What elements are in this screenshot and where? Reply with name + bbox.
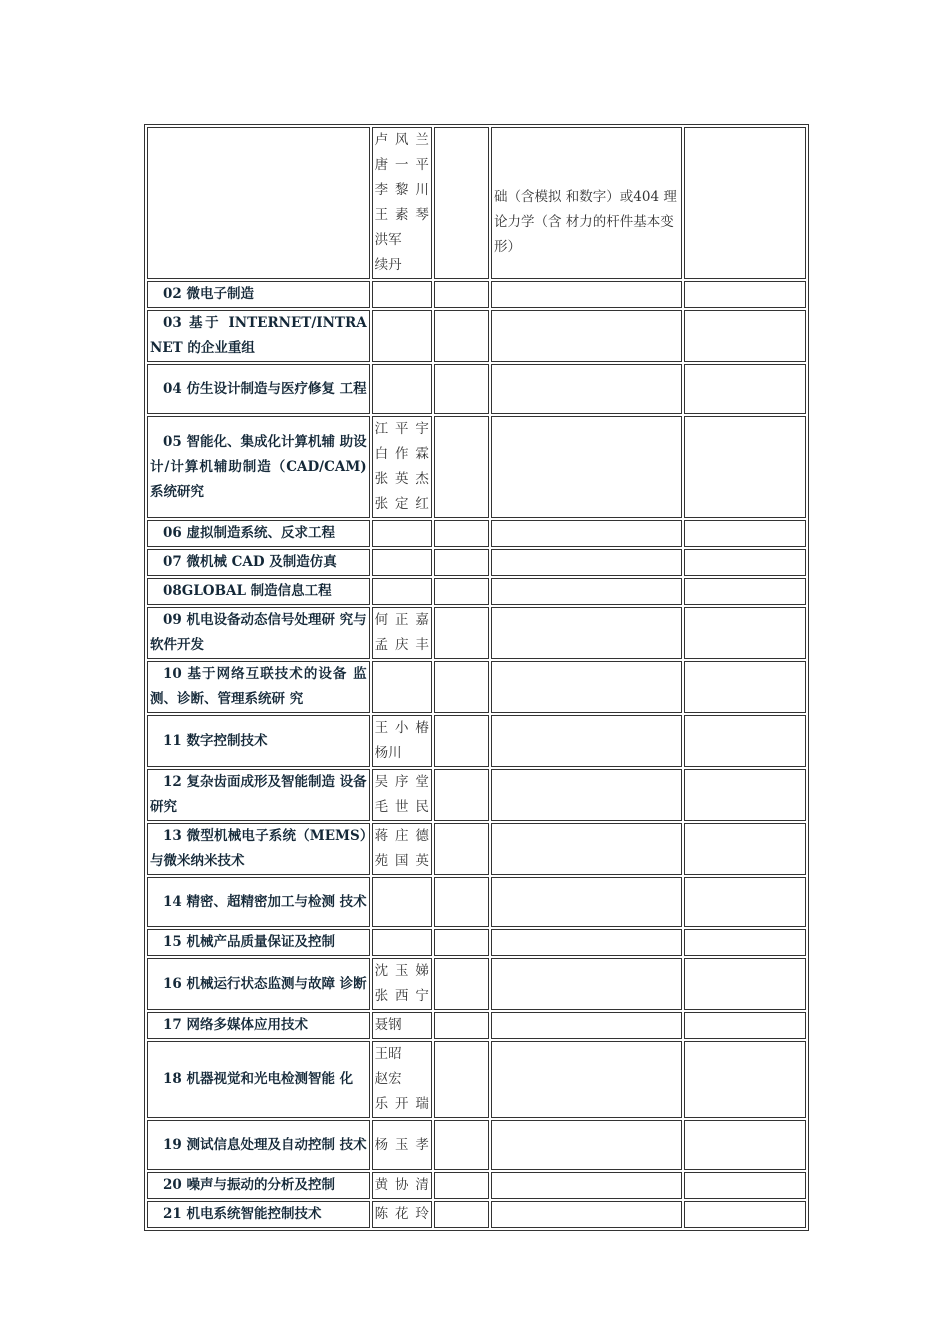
- table-row: [147, 416, 806, 518]
- exam-subjects-cell: [491, 281, 682, 308]
- notes-cell: [684, 1041, 806, 1118]
- notes-cell: [684, 578, 806, 605]
- supervisors-cell: [372, 1201, 432, 1228]
- research-direction-cell: [147, 520, 370, 547]
- supervisors-cell: [372, 1012, 432, 1039]
- exam-subjects-cell: [491, 578, 682, 605]
- table-row: [147, 715, 806, 767]
- research-direction-cell: [147, 823, 370, 875]
- supervisors-cell: [372, 715, 432, 767]
- supervisor-name: 赵宏: [374, 1071, 402, 1087]
- table-row: [147, 1041, 806, 1118]
- research-direction-cell: [147, 1172, 370, 1199]
- table-row: [147, 281, 806, 308]
- research-direction-text: 15 机械产品质量保证及控制: [163, 934, 335, 950]
- supervisors-cell: [372, 1172, 432, 1199]
- notes-cell: [684, 1201, 806, 1228]
- research-direction-cell: [147, 549, 370, 576]
- table-row: [147, 1120, 806, 1170]
- notes-cell: [684, 310, 806, 362]
- supervisors-cell: [372, 958, 432, 1010]
- supervisor-name: 唐一平: [374, 157, 429, 173]
- research-direction-text: 10 基于网络互联技术的设备 监测、诊断、管理系统研 究: [150, 666, 367, 707]
- exam-subjects-cell: [491, 1120, 682, 1170]
- research-direction-cell: [147, 877, 370, 927]
- notes-cell: [684, 1172, 806, 1199]
- supervisor-name: 乐开瑞: [374, 1096, 429, 1112]
- table-row: [147, 364, 806, 414]
- notes-cell: [684, 127, 806, 279]
- enrollment-cell: [434, 877, 489, 927]
- supervisors-cell: [372, 520, 432, 547]
- notes-cell: [684, 958, 806, 1010]
- enrollment-cell: [434, 929, 489, 956]
- table-row: [147, 549, 806, 576]
- table-row: [147, 769, 806, 821]
- table-row: [147, 520, 806, 547]
- enrollment-cell: [434, 1172, 489, 1199]
- supervisor-name: 聂钢: [374, 1017, 402, 1033]
- enrollment-cell: [434, 1012, 489, 1039]
- research-direction-text: 20 噪声与振动的分析及控制: [163, 1177, 335, 1193]
- enrollment-cell: [434, 823, 489, 875]
- research-direction-cell: [147, 127, 370, 279]
- exam-subjects-cell: [491, 520, 682, 547]
- supervisors-cell: [372, 929, 432, 956]
- supervisor-name: 苑国英: [374, 853, 429, 869]
- research-direction-cell: [147, 958, 370, 1010]
- exam-subjects-cell: [491, 661, 682, 713]
- enrollment-cell: [434, 1120, 489, 1170]
- exam-subjects-cell: [491, 823, 682, 875]
- notes-cell: [684, 877, 806, 927]
- supervisor-name: 沈玉娣: [374, 963, 429, 979]
- research-direction-cell: [147, 769, 370, 821]
- supervisor-name: 蒋庄德: [374, 828, 429, 844]
- supervisor-name: 何正嘉: [374, 612, 429, 628]
- notes-cell: [684, 1012, 806, 1039]
- notes-cell: [684, 823, 806, 875]
- enrollment-cell: [434, 281, 489, 308]
- supervisor-name: 李黎川: [374, 182, 429, 198]
- exam-subjects-text: 础（含模拟 和数字）或404 理论力学（含 材力的杆件基本变形）: [494, 188, 677, 255]
- enrollment-cell: [434, 549, 489, 576]
- supervisors-cell: [372, 416, 432, 518]
- research-direction-text: 04 仿生设计制造与医疗修复 工程: [163, 380, 367, 397]
- research-direction-cell: [147, 607, 370, 659]
- research-direction-text: 09 机电设备动态信号处理研 究与软件开发: [150, 612, 367, 653]
- supervisor-name: 张定红: [374, 496, 429, 512]
- supervisor-name: 续丹: [374, 257, 402, 273]
- notes-cell: [684, 715, 806, 767]
- exam-subjects-cell: [491, 715, 682, 767]
- table-row: [147, 1201, 806, 1228]
- degree-programs-table: [144, 124, 809, 1231]
- enrollment-cell: [434, 310, 489, 362]
- exam-subjects-cell: [491, 929, 682, 956]
- notes-cell: [684, 281, 806, 308]
- research-direction-text: 08GLOBAL 制造信息工程: [163, 583, 332, 599]
- table-body: [147, 127, 806, 1228]
- enrollment-cell: [434, 520, 489, 547]
- research-direction-text: 18 机器视觉和光电检测智能 化: [163, 1071, 354, 1087]
- research-direction-text: 17 网络多媒体应用技术: [163, 1017, 308, 1033]
- research-direction-text: 12 复杂齿面成形及智能制造 设备研究: [150, 774, 367, 815]
- exam-subjects-cell: [491, 769, 682, 821]
- table-row: [147, 929, 806, 956]
- research-direction-cell: [147, 1201, 370, 1228]
- table-row: [147, 310, 806, 362]
- exam-subjects-cell: [491, 549, 682, 576]
- exam-subjects-cell: [491, 877, 682, 927]
- notes-cell: [684, 549, 806, 576]
- exam-subjects-cell: [491, 1172, 682, 1199]
- research-direction-cell: [147, 578, 370, 605]
- notes-cell: [684, 929, 806, 956]
- notes-cell: [684, 364, 806, 414]
- supervisor-name: 杨玉孝: [374, 1136, 429, 1153]
- supervisor-name: 黄协清: [374, 1177, 429, 1193]
- table-row: [147, 1172, 806, 1199]
- supervisors-cell: [372, 281, 432, 308]
- supervisor-name: 张西宁: [374, 988, 429, 1004]
- table-row: [147, 127, 806, 279]
- research-direction-text: 16 机械运行状态监测与故障 诊断: [163, 975, 367, 992]
- table-row: [147, 661, 806, 713]
- table-row: [147, 607, 806, 659]
- research-direction-cell: [147, 310, 370, 362]
- exam-subjects-cell: [491, 416, 682, 518]
- enrollment-cell: [434, 661, 489, 713]
- research-direction-text: 06 虚拟制造系统、反求工程: [163, 525, 335, 541]
- notes-cell: [684, 607, 806, 659]
- research-direction-cell: [147, 281, 370, 308]
- supervisor-name: 陈花玲: [374, 1206, 429, 1222]
- research-direction-cell: [147, 715, 370, 767]
- table-row: [147, 1012, 806, 1039]
- supervisors-cell: [372, 310, 432, 362]
- enrollment-cell: [434, 958, 489, 1010]
- exam-subjects-cell: [491, 310, 682, 362]
- research-direction-cell: [147, 1041, 370, 1118]
- supervisors-cell: [372, 127, 432, 279]
- table-row: [147, 958, 806, 1010]
- supervisor-name: 孟庆丰: [374, 637, 429, 653]
- enrollment-cell: [434, 607, 489, 659]
- supervisors-cell: [372, 823, 432, 875]
- enrollment-cell: [434, 715, 489, 767]
- research-direction-text: 21 机电系统智能控制技术: [163, 1206, 322, 1222]
- research-direction-cell: [147, 661, 370, 713]
- supervisor-name: 吴序堂: [374, 774, 429, 790]
- research-direction-text: 02 微电子制造: [163, 286, 254, 302]
- research-direction-text: 03 基于 INTERNET/INTRANET 的企业重组: [150, 315, 367, 356]
- supervisors-cell: [372, 769, 432, 821]
- enrollment-cell: [434, 1201, 489, 1228]
- supervisor-name: 毛世民: [374, 799, 429, 815]
- exam-subjects-cell: [491, 1041, 682, 1118]
- notes-cell: [684, 769, 806, 821]
- supervisor-name: 张英杰: [374, 471, 429, 487]
- enrollment-cell: [434, 1041, 489, 1118]
- supervisors-cell: [372, 1120, 432, 1170]
- notes-cell: [684, 1120, 806, 1170]
- supervisor-name: 卢风兰: [374, 132, 429, 148]
- supervisor-name: 洪军: [374, 232, 402, 248]
- notes-cell: [684, 520, 806, 547]
- supervisor-name: 王昭: [374, 1046, 402, 1062]
- notes-cell: [684, 416, 806, 518]
- supervisors-cell: [372, 1041, 432, 1118]
- enrollment-cell: [434, 578, 489, 605]
- exam-subjects-cell: [491, 1012, 682, 1039]
- supervisors-cell: [372, 578, 432, 605]
- enrollment-cell: [434, 416, 489, 518]
- research-direction-cell: [147, 929, 370, 956]
- exam-subjects-cell: [491, 607, 682, 659]
- supervisors-cell: [372, 364, 432, 414]
- table-row: [147, 877, 806, 927]
- enrollment-cell: [434, 364, 489, 414]
- table-row: [147, 823, 806, 875]
- enrollment-cell: [434, 127, 489, 279]
- table-row: [147, 578, 806, 605]
- research-direction-text: 14 精密、超精密加工与检测 技术: [163, 893, 367, 910]
- supervisors-cell: [372, 661, 432, 713]
- research-direction-text: 11 数字控制技术: [163, 732, 268, 749]
- exam-subjects-cell: [491, 127, 682, 279]
- research-direction-cell: [147, 364, 370, 414]
- research-direction-text: 07 微机械 CAD 及制造仿真: [163, 554, 337, 570]
- research-direction-text: 05 智能化、集成化计算机辅 助设计/计算机辅助制造（CAD/CAM)系统研究: [150, 433, 367, 500]
- exam-subjects-cell: [491, 958, 682, 1010]
- exam-subjects-cell: [491, 1201, 682, 1228]
- supervisor-name: 江平宇: [374, 421, 429, 437]
- supervisors-cell: [372, 877, 432, 927]
- research-direction-text: 13 微型机械电子系统（MEMS）与微米纳米技术: [150, 828, 367, 869]
- research-direction-cell: [147, 1120, 370, 1170]
- supervisor-name: 白作霖: [374, 446, 429, 462]
- supervisor-name: 杨川: [374, 745, 402, 761]
- supervisors-cell: [372, 607, 432, 659]
- notes-cell: [684, 661, 806, 713]
- research-direction-text: 19 测试信息处理及自动控制 技术: [163, 1136, 367, 1153]
- enrollment-cell: [434, 769, 489, 821]
- research-direction-cell: [147, 1012, 370, 1039]
- supervisors-cell: [372, 549, 432, 576]
- supervisor-name: 王小椿: [374, 720, 429, 736]
- exam-subjects-cell: [491, 364, 682, 414]
- supervisor-name: 王素琴: [374, 207, 429, 223]
- research-direction-cell: [147, 416, 370, 518]
